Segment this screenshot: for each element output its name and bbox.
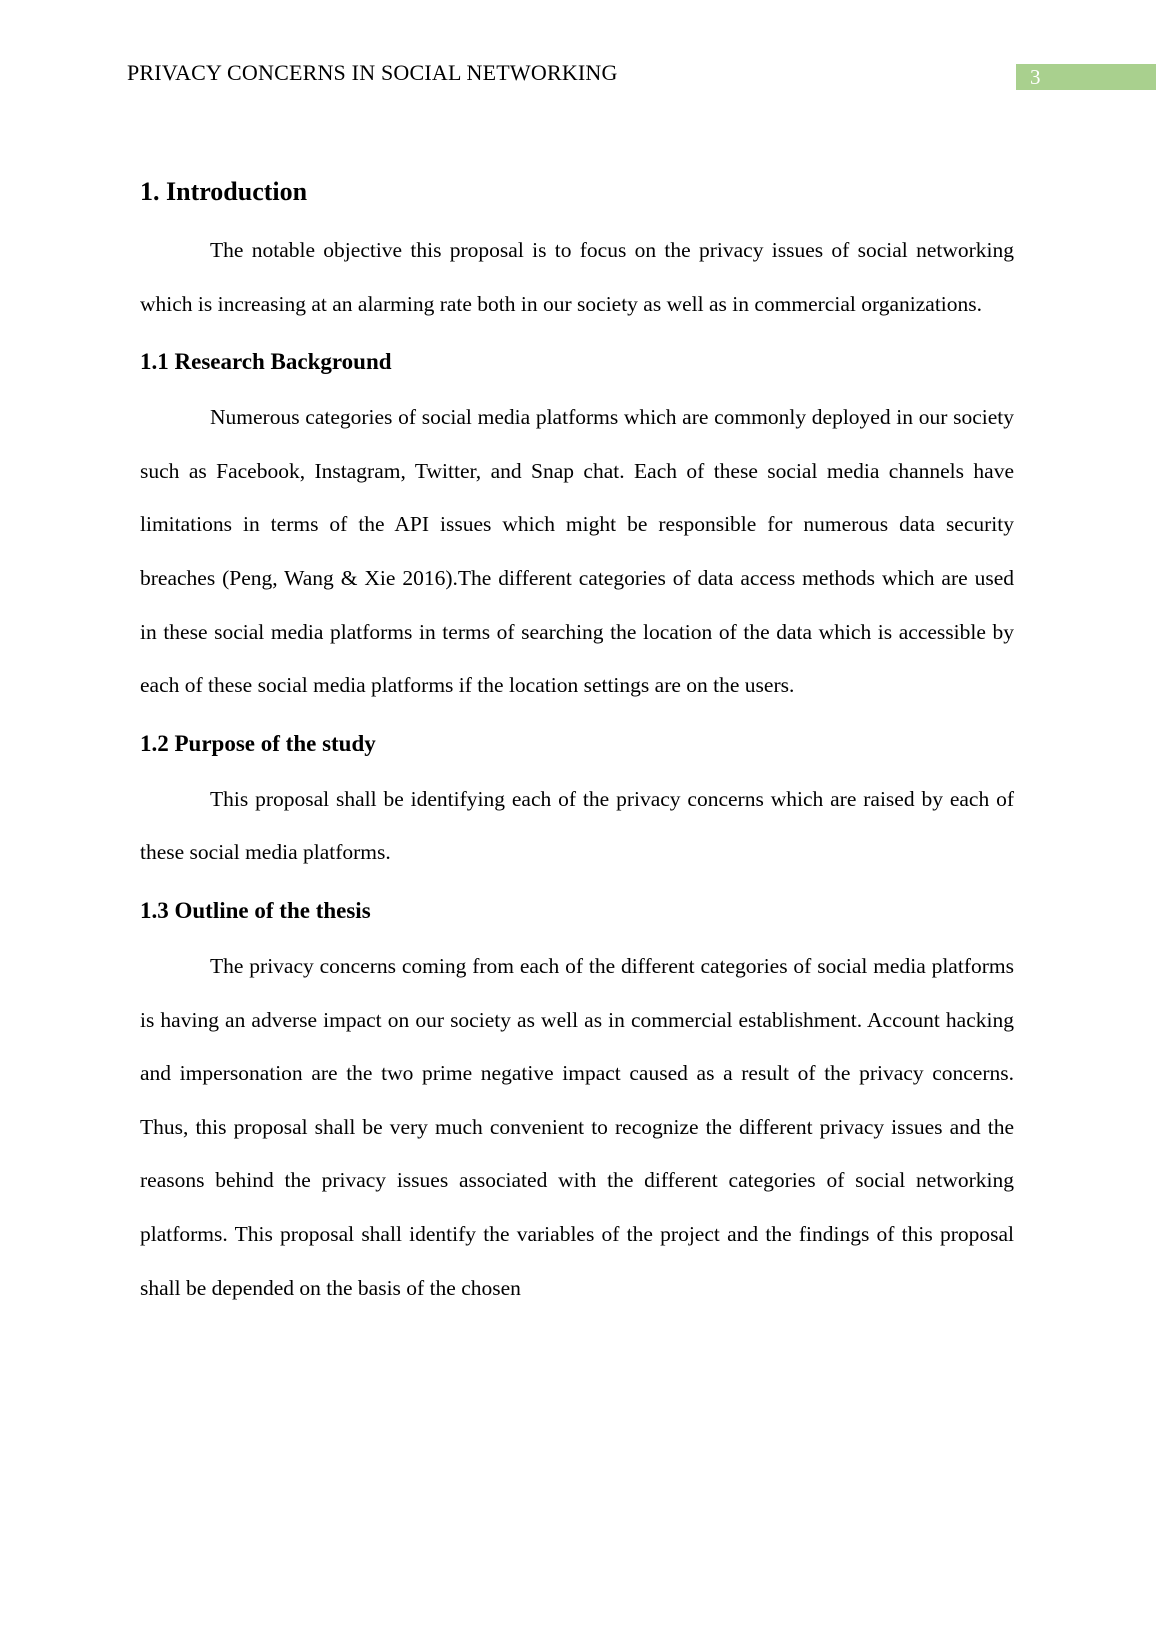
purpose-paragraph: This proposal shall be identifying each of the privacy concerns which are raised by each of these social media platforms. [140, 786, 1014, 865]
section-heading-introduction: 1. Introduction [140, 177, 308, 206]
introduction-paragraph: The notable objective this proposal is to focus on the privacy issues of social networking which is increasing at an alarming rate both in our society as well as in commercial organizations. [140, 238, 1014, 316]
outline-paragraph: The privacy concerns coming from each of the different categories of social media platforms is having an adverse impact on our society as well as in commercial establishment. Account hacking and impersonation are the two prime negative impact caused as a result of the privacy concerns. Thus, this proposal shall be very much convenient to recognize the different privacy issues and the reasons behind the privacy issues associated with the different categories of social networking platforms. This proposal shall identify the variables of the project and the findings of this proposal shall be depended on the basis of the chosen [140, 953, 1014, 1300]
running-head: PRIVACY CONCERNS IN SOCIAL NETWORKING [127, 60, 618, 85]
page-number: 3 [1016, 64, 1156, 90]
research-background-paragraph: Numerous categories of social media platforms which are commonly deployed in our society such as Facebook, Instagram, Twitter, and Snap chat. Each of these social media channels have limitations in terms of the API issues which might be responsible for numerous data security breaches (Peng, Wang & Xie 2016).The different categories of data access methods which are used in these social media platforms in terms of searching the location of the data which is accessible by each of these social media platforms if the location settings are on the users. [140, 405, 1014, 698]
section-heading-outline: 1.3 Outline of the thesis [140, 897, 371, 923]
section-heading-research-background: 1.1 Research Background [140, 349, 392, 375]
document-body [140, 172, 1014, 1315]
section-heading-purpose: 1.2 Purpose of the study [140, 730, 376, 756]
